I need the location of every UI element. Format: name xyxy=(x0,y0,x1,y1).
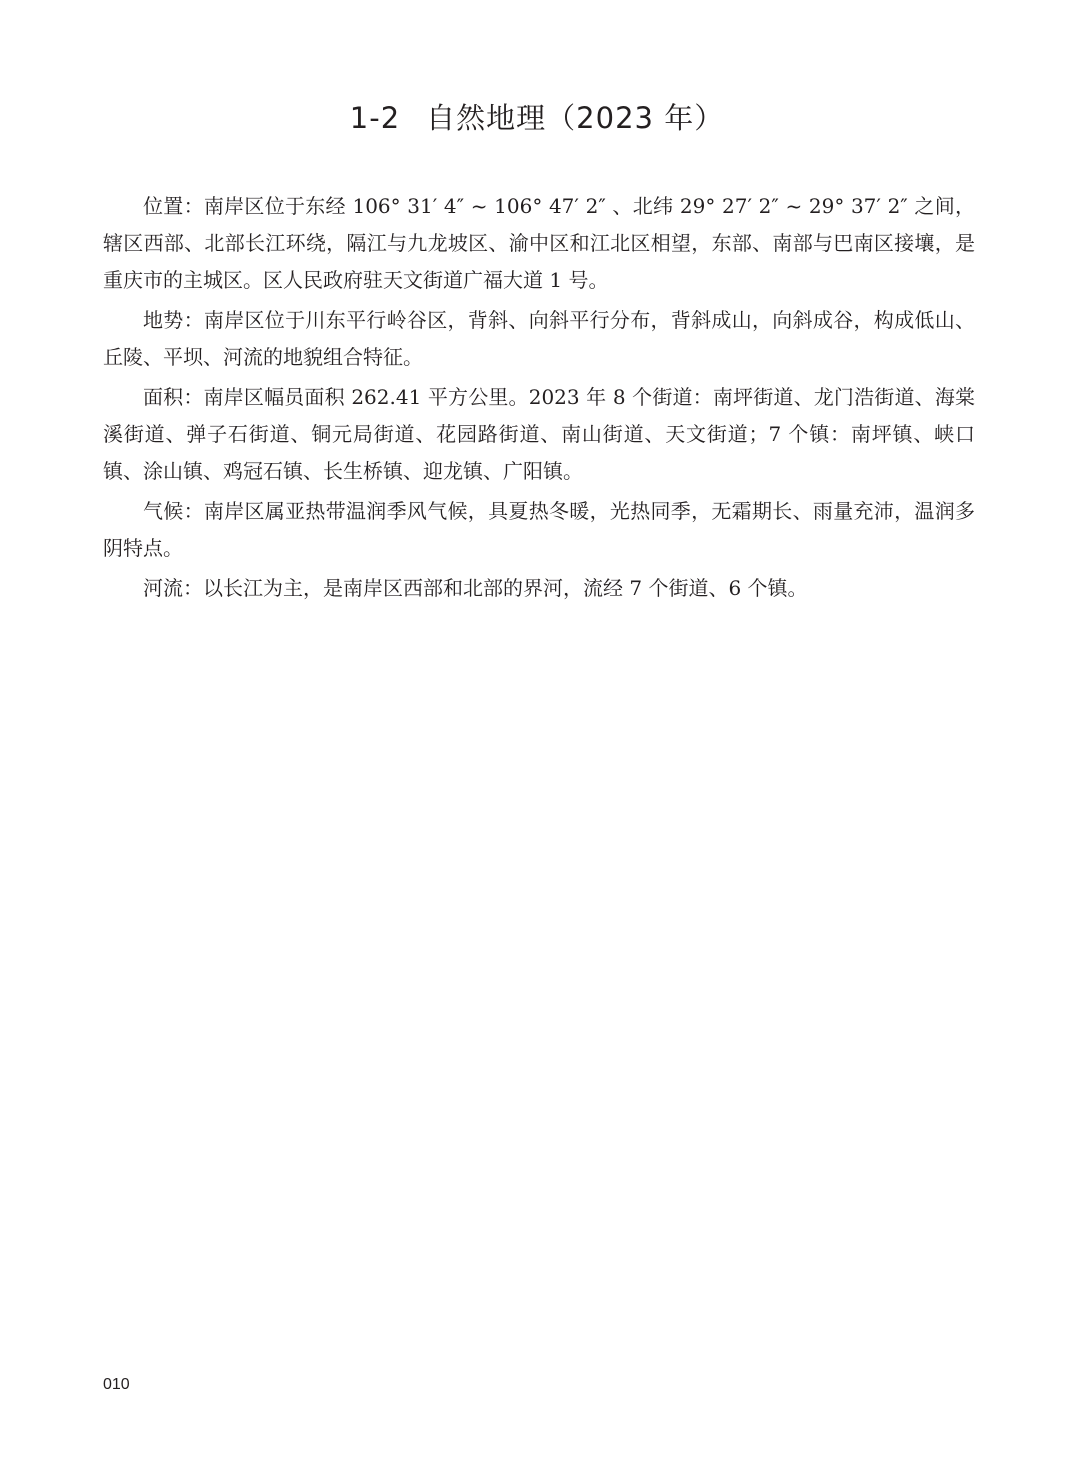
section-number: 1-2 xyxy=(349,101,401,135)
paragraph-rivers: 河流：以长江为主，是南岸区西部和北部的界河，流经 7 个街道、6 个镇。 xyxy=(143,576,808,600)
paragraph-area: 面积：南岸区幅员面积 262.41 平方公里。2023 年 8 个街道：南坪街道、龙门浩街道、海棠溪街道、弹子石街道、铜元局街道、花园路街道、南山街道、天文街道；7 个镇：南坪镇、峡口镇、涂山镇、鸡冠石镇、长生桥镇、迎龙镇、广阳镇。 xyxy=(103,385,975,483)
page-title xyxy=(0,96,1074,140)
paragraph-location: 位置：南岸区位于东经 106° 31′ 4″ ~ 106° 47′ 2″ 、北纬 29° 27′ 2″ ~ 29° 37′ 2″ 之间，辖区西部、北部长江环绕，隔江与九龙坡区、渝中区和江北区相望，东部、南部与巴南区接壤，是重庆市的主城区。区人民政府驻天文街道广福大道 1 号。 xyxy=(103,194,975,292)
paragraph-climate: 气候：南岸区属亚热带温润季风气候，具夏热冬暖，光热同季，无霜期长、雨量充沛，温润多阴特点。 xyxy=(103,499,975,560)
body-text xyxy=(103,188,975,610)
section-title: 自然地理（2023 年） xyxy=(426,101,725,135)
page-number: 010 xyxy=(103,1376,130,1393)
paragraph-terrain: 地势：南岸区位于川东平行岭谷区，背斜、向斜平行分布，背斜成山，向斜成谷，构成低山、丘陵、平坝、河流的地貌组合特征。 xyxy=(103,308,975,369)
